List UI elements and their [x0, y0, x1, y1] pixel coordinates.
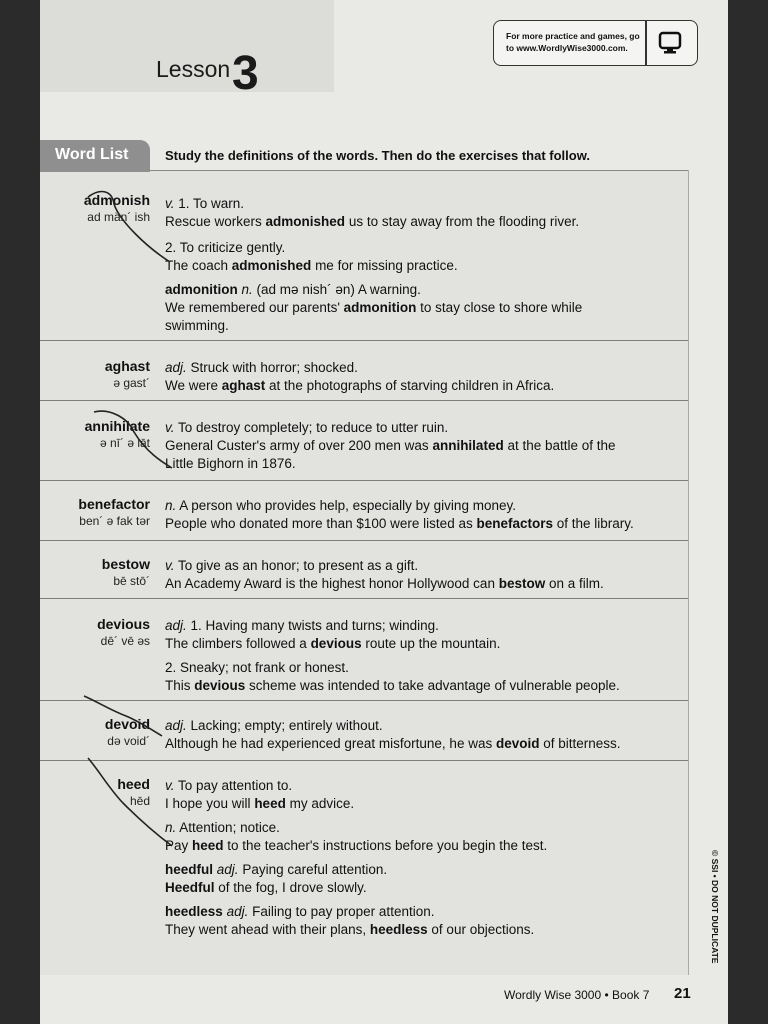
- headword: benefactor: [78, 496, 150, 512]
- headword: heed: [117, 776, 150, 792]
- example-text: Although he had experienced great misfortune, he was: [165, 736, 496, 751]
- example-text: I hope you will: [165, 796, 255, 811]
- part-of-speech: adj.: [216, 862, 239, 877]
- definition-text: 2. Sneaky; not frank or honest.: [165, 660, 349, 675]
- part-of-speech: v.: [165, 196, 175, 211]
- example-word: Heedful: [165, 880, 215, 895]
- example-text: People who donated more than $100 were listed as: [165, 516, 477, 531]
- example-text: my advice.: [285, 796, 355, 811]
- headword: devious: [97, 616, 150, 632]
- definition-text: Lacking; empty; entirely without.: [190, 718, 383, 733]
- pen-mark-admonish: [88, 192, 170, 262]
- definition-text: 2. To criticize gently.: [165, 240, 286, 255]
- example-text: us to stay away from the flooding river.: [345, 214, 580, 229]
- example-text: They went ahead with their plans,: [165, 922, 370, 937]
- example-text: route up the mountain.: [361, 636, 501, 651]
- derived-word: admonition: [165, 282, 238, 297]
- definition-text: Little Bighorn in 1876.: [165, 456, 296, 471]
- example-text: scheme was intended to take advantage of vulnerable people.: [245, 678, 620, 693]
- example-word: heedless: [369, 922, 428, 937]
- example-text: We remembered our parents': [165, 300, 344, 315]
- example-word: admonition: [343, 300, 417, 315]
- definition-text: Paying careful attention.: [242, 862, 388, 877]
- definition-text: To pay attention to.: [178, 778, 293, 793]
- lesson-number: 3: [232, 47, 259, 100]
- part-of-speech: v.: [165, 420, 175, 435]
- promo-line-1: For more practice and games, go: [506, 31, 640, 41]
- example-text: The climbers followed a: [165, 636, 311, 651]
- example-word: devoid: [495, 736, 540, 751]
- example-word: aghast: [221, 378, 266, 393]
- lesson-label: Lesson: [156, 56, 231, 82]
- instructions: Study the definitions of the words. Then do the exercises that follow.: [165, 148, 590, 163]
- part-of-speech: adj.: [165, 618, 187, 633]
- example-word: benefactors: [476, 516, 553, 531]
- definition-text: Failing to pay proper attention.: [252, 904, 435, 919]
- example-text: at the battle of the: [503, 438, 616, 453]
- headword: aghast: [104, 358, 150, 374]
- example-word: admonished: [265, 214, 346, 229]
- part-of-speech: adj.: [165, 718, 187, 733]
- pen-mark-heed: [88, 758, 172, 846]
- copyright-text: © SSI • DO NOT DUPLICATE: [710, 850, 720, 964]
- derived-word: heedless: [165, 904, 223, 919]
- pronunciation: bē stō´: [113, 574, 150, 588]
- example-text: This: [165, 678, 195, 693]
- example-text: An Academy Award is the highest honor Hollywood can: [165, 576, 499, 591]
- example-text: of the fog, I drove slowly.: [214, 880, 367, 895]
- definition-text: 1. To warn.: [178, 196, 245, 211]
- promo-line-2: to www.WordlyWise3000.com.: [506, 43, 628, 53]
- example-text: of our objections.: [427, 922, 535, 937]
- headword: admonish: [83, 192, 150, 208]
- example-text: General Custer's army of over 200 men was: [165, 438, 433, 453]
- pronunciation: hēd: [129, 794, 150, 808]
- part-of-speech: v.: [165, 778, 175, 793]
- derived-word: heedful: [165, 862, 214, 877]
- part-of-speech: adj.: [226, 904, 249, 919]
- pronunciation: ad män´ ish: [87, 210, 150, 224]
- part-of-speech: n.: [165, 820, 177, 835]
- example-text: on a film.: [545, 576, 604, 591]
- pronunciation: ə nī´ ə lāt: [99, 436, 150, 450]
- example-text: Pay: [165, 838, 193, 853]
- definition-text: Attention; notice.: [179, 820, 280, 835]
- book-title: Wordly Wise 3000 • Book 7: [504, 988, 650, 1002]
- part-of-speech: v.: [165, 558, 175, 573]
- example-text: The coach: [165, 258, 232, 273]
- definition-text: swimming.: [165, 318, 229, 333]
- example-word: heed: [254, 796, 286, 811]
- definition-text: A person who provides help, especially by giving money.: [179, 498, 516, 513]
- example-word: devious: [310, 636, 362, 651]
- example-text: to the teacher's instructions before you begin the test.: [223, 838, 548, 853]
- example-text: to stay close to shore while: [416, 300, 583, 315]
- definition-text: 1. Having many twists and turns; winding.: [190, 618, 439, 633]
- example-word: heed: [192, 838, 224, 853]
- example-text: of bitterness.: [539, 736, 621, 751]
- page-number: 21: [674, 985, 691, 1002]
- example-text: We were: [165, 378, 222, 393]
- part-of-speech: n.: [165, 498, 177, 513]
- example-text: Rescue workers: [165, 214, 266, 229]
- pronunciation: ə gast´: [113, 376, 150, 390]
- part-of-speech: n.: [241, 282, 253, 297]
- example-word: devious: [194, 678, 246, 693]
- pronunciation: də void´: [107, 734, 150, 748]
- example-text: of the library.: [553, 516, 634, 531]
- example-word: annihilated: [432, 438, 504, 453]
- pronunciation: dē´ vē əs: [100, 634, 150, 648]
- definition-text: Struck with horror; shocked.: [190, 360, 358, 375]
- pen-mark-devoid: [84, 696, 162, 736]
- example-word: admonished: [231, 258, 312, 273]
- word-list-title: Word List: [55, 146, 129, 163]
- part-of-speech: adj.: [165, 360, 187, 375]
- headword: bestow: [101, 556, 150, 572]
- headword: devoid: [104, 716, 150, 732]
- example-text: at the photographs of starving children in Africa.: [265, 378, 555, 393]
- headword: annihilate: [84, 418, 150, 434]
- pen-mark-annihilate: [94, 411, 172, 468]
- example-word: bestow: [498, 576, 546, 591]
- definition-text: To destroy completely; to reduce to utter ruin.: [178, 420, 449, 435]
- definition-text: To give as an honor; to present as a gift.: [178, 558, 419, 573]
- pronunciation: ben´ ə fak tər: [79, 514, 150, 528]
- definition-text: (ad mə nish´ ən) A warning.: [256, 282, 421, 297]
- example-text: me for missing practice.: [311, 258, 458, 273]
